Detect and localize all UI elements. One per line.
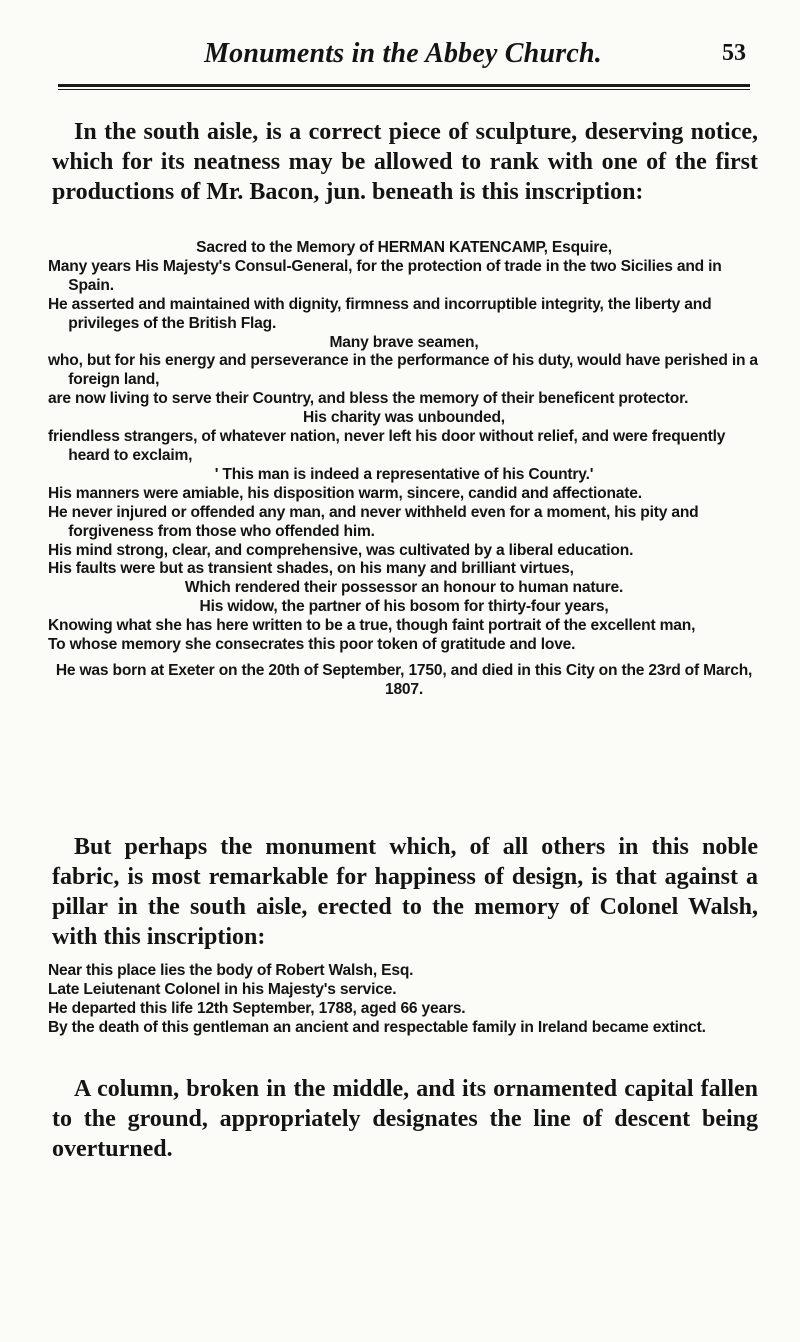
inscription-line: His manners were amiable, his disposition warm, sincere, candid and affectionate. — [48, 484, 642, 502]
paragraph-column-description: A column, broken in the middle, and its ornamented capital fallen to the ground, appropriately designates the line of descent being overturned. — [52, 1076, 758, 1162]
inscription-line: His faults were but as transient shades, on his many and brilliant virtues, — [48, 560, 574, 578]
inscription-line: He departed this life 12th September, 1788, aged 66 years. — [48, 999, 466, 1017]
inscription-line: are now living to serve their Country, and bless the memory of their beneficent protector. — [48, 390, 689, 408]
inscription-walsh — [48, 962, 760, 1038]
inscription-line: His charity was unbounded, — [303, 409, 505, 427]
inscription-line: His mind strong, clear, and comprehensive, was cultivated by a liberal education. — [48, 541, 634, 559]
inscription-line: To whose memory she consecrates this poor token of gratitude and love. — [48, 636, 576, 654]
page-number: 53 — [722, 40, 746, 66]
inscription-line: Which rendered their possessor an honour to human nature. — [184, 579, 624, 597]
paragraph-intro-walsh: But perhaps the monument which, of all others in this noble fabric, is most remarkable for happiness of design, is that against a pillar in the south aisle, erected to the memory of Colonel Walsh, with this inscription: — [52, 834, 758, 950]
header-rule-thick — [58, 84, 750, 87]
inscription-line: who, but for his energy and perseverance in the performance of his duty, would have perished in a foreign land, — [48, 352, 758, 389]
inscription-line: Late Leiutenant Colonel in his Majesty's service. — [48, 980, 397, 998]
header-rule-thin — [58, 89, 750, 90]
inscription-line: He was born at Exeter on the 20th of September, 1750, and died in this City on the 23rd of March, 1807. — [55, 661, 753, 698]
inscription-line: Many brave seamen, — [329, 333, 479, 351]
inscription-line: He never injured or offended any man, and never withheld even for a moment, his pity and forgiveness from those who offended him. — [48, 503, 699, 540]
paragraph-intro-katencamp: In the south aisle, is a correct piece of sculpture, deserving notice, which for its neatness may be allowed to rank with one of the first productions of Mr. Bacon, jun. beneath is this inscription: — [52, 119, 758, 205]
running-title: Monuments in the Abbey Church. — [204, 38, 602, 69]
inscription-line: Many years His Majesty's Consul-General, for the protection of trade in the two Sicilies and in Spain. — [48, 257, 722, 294]
inscription-line: Sacred to the Memory of HERMAN KATENCAMP, Esquire, — [196, 239, 612, 256]
inscription-katencamp — [48, 239, 760, 700]
page-header — [58, 38, 748, 78]
inscription-line: Knowing what she has here written to be a true, though faint portrait of the excellent man, — [48, 617, 696, 635]
inscription-line: By the death of this gentleman an ancient and respectable family in Ireland became extinct. — [48, 1018, 706, 1036]
inscription-line: ' This man is indeed a representative of his Country.' — [214, 465, 594, 483]
inscription-line: friendless strangers, of whatever nation, never left his door without relief, and were frequently heard to exclaim, — [48, 428, 726, 464]
inscription-line: His widow, the partner of his bosom for thirty-four years, — [199, 598, 609, 616]
inscription-line: Near this place lies the body of Robert Walsh, Esq. — [48, 962, 414, 979]
inscription-line: He asserted and maintained with dignity, firmness and incorruptible integrity, the liberty and privileges of the British Flag. — [48, 295, 712, 332]
